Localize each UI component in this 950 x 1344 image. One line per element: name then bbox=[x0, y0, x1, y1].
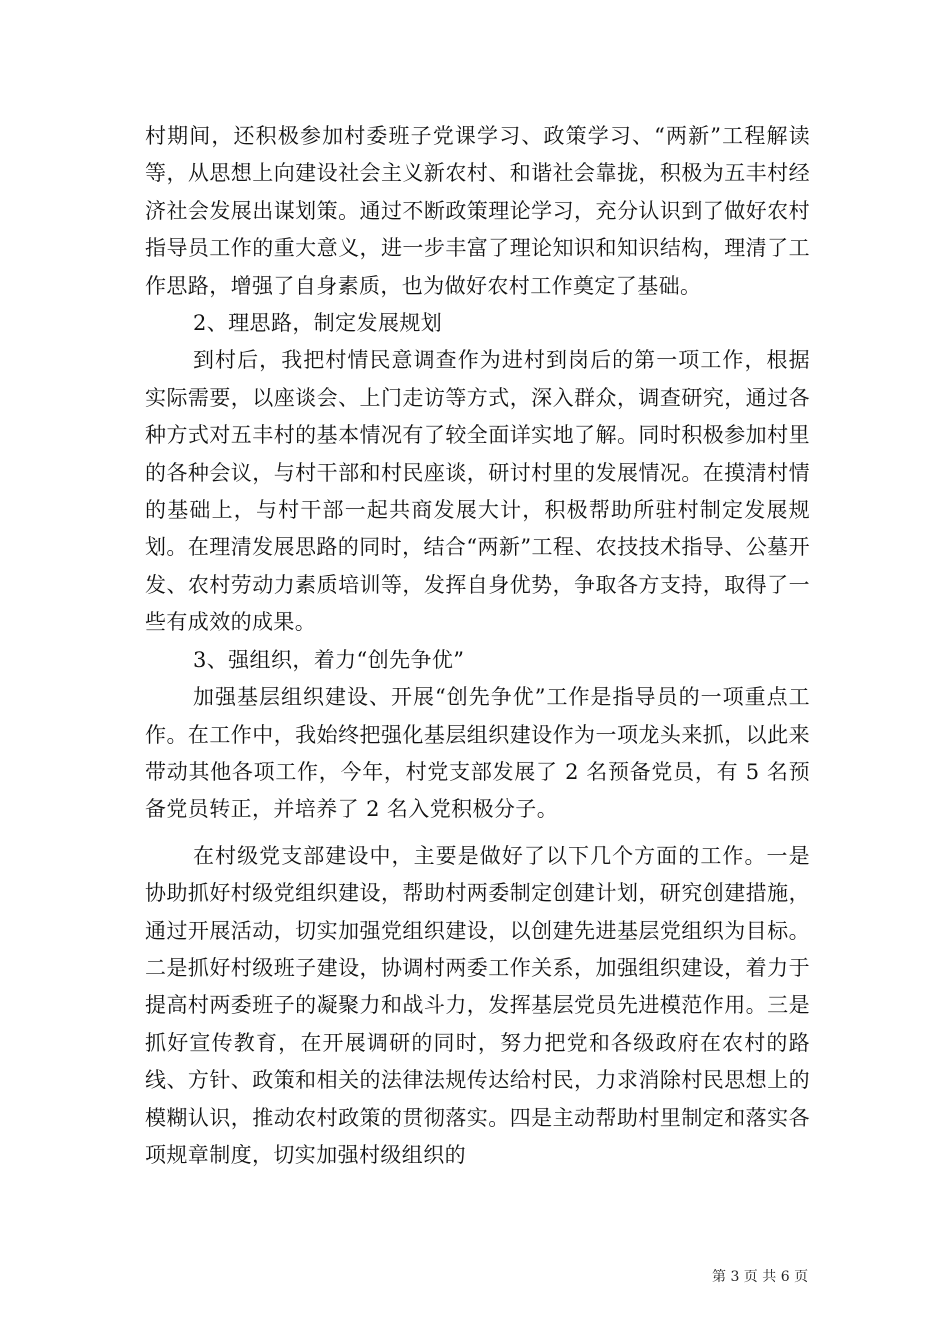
paragraph-party-branch: 在村级党支部建设中，主要是做好了以下几个方面的工作。一是协助抓好村级党组织建设，帮助村两委制定创建计划，研究创建措施，通过开展活动，切实加强党组织建设，以创建先进基层党组织为目标。二是抓好村级班子建设，协调村两委工作关系，加强组织建设，着力于提高村两委班子的凝聚力和战斗力，发挥基层党员先进模范作用。三是抓好宣传教育，在开展调研的同时，努力把党和各级政府在农村的路线、方针、政策和相关的法律法规传达给村民，力求消除村民思想上的模糊认识，推动农村政策的贯彻落实。四是主动帮助村里制定和落实各项规章制度，切实加强村级组织的 bbox=[145, 843, 810, 1167]
document-body bbox=[145, 118, 810, 1174]
page-number-footer: 第 3 页 共 6 页 bbox=[712, 1269, 809, 1285]
paragraph-organization: 加强基层组织建设、开展“创先争优”工作是指导员的一项重点工作。在工作中，我始终把强化基层组织建设作为一项龙头来抓，以此来带动其他各项工作，今年，村党支部发展了 2 名预备党员，有 5 名预备党员转正，并培养了 2 名入党积极分子。 bbox=[145, 685, 810, 822]
section-heading-3: 3、强组织，着力“创先争优” bbox=[193, 647, 465, 672]
section-heading-2: 2、理思路，制定发展规划 bbox=[193, 311, 443, 336]
paragraph-continuation: 村期间，还积极参加村委班子党课学习、政策学习、“两新”工程解读等，从思想上向建设社会主义新农村、和谐社会靠拢，积极为五丰村经济社会发展出谋划策。通过不断政策理论学习，充分认识到了做好农村指导员工作的重大意义，进一步丰富了理论知识和知识结构，理清了工作思路，增强了自身素质，也为做好农村工作奠定了基础。 bbox=[145, 124, 810, 298]
paragraph-planning: 到村后，我把村情民意调查作为进村到岗后的第一项工作，根据实际需要，以座谈会、上门走访等方式，深入群众，调查研究，通过各种方式对五丰村的基本情况有了较全面详实地了解。同时积极参加村里的各种会议，与村干部和村民座谈，研讨村里的发展情况。在摸清村情的基础上，与村干部一起共商发展大计，积极帮助所驻村制定发展规划。在理清发展思路的同时，结合“两新”工程、农技技术指导、公墓开发、农村劳动力素质培训等，发挥自身优势，争取各方支持，取得了一些有成效的成果。 bbox=[145, 348, 810, 635]
